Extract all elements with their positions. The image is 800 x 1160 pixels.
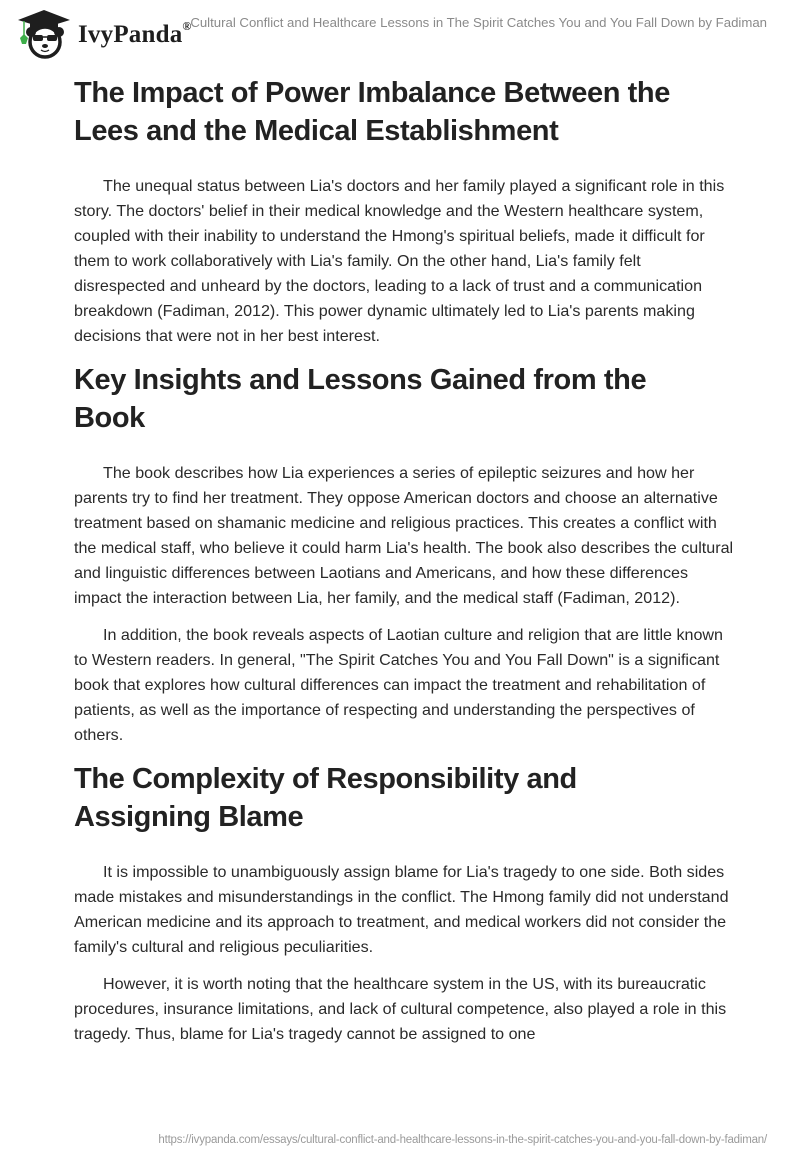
panda-graduate-icon	[16, 8, 72, 58]
brand-name: IvyPanda®	[78, 19, 192, 48]
section-heading: The Complexity of Responsibility and Assigning Blame	[74, 763, 577, 833]
source-url-link[interactable]: https://ivypanda.com/essays/cultural-conflict-and-healthcare-lessons-in-the-spirit-catches-you-and-you-fall-down-by-fadiman/	[158, 1134, 767, 1146]
paragraph: The book describes how Lia experiences a series of epileptic seizures and how her parents try to find her treatment. They oppose American doctors and choose an alternative treatment based on shamanic medicine and religious practices. This creates a conflict with the medical staff, who believe it could harm Lia's health. The book also describes the cultural and linguistic differences between Laotians and Americans, and how these differences impact the interaction between Lia, her family, and the medical staff (Fadiman, 2012).	[74, 464, 734, 607]
page-footer	[0, 1130, 800, 1148]
page-header	[0, 0, 800, 60]
paragraph: It is impossible to unambiguously assign blame for Lia's tragedy to one side. Both sides made mistakes and misunderstandings in the conflict. The Hmong family did not understand American medicine and its approach to treatment, and medical workers did not consider the family's cultural and religious peculiarities.	[74, 863, 729, 956]
document-title: Cultural Conflict and Healthcare Lessons in The Spirit Catches You and You Fall Down by Fadiman	[190, 15, 767, 30]
paragraph: In addition, the book reveals aspects of Laotian culture and religion that are little known to Western readers. In general, "The Spirit Catches You and You Fall Down" is a significant book that explores how cultural differences can impact the treatment and rehabilitation of patients, as well as the importance of respecting and understanding the perspectives of others.	[74, 626, 723, 744]
section-heading: The Impact of Power Imbalance Between the Lees and the Medical Establishment	[74, 77, 670, 147]
article-body	[74, 70, 734, 1047]
ivypanda-logo[interactable]	[16, 8, 192, 58]
paragraph: The unequal status between Lia's doctors and her family played a significant role in this story. The doctors' belief in their medical knowledge and the Western healthcare system, coupled with their inability to understand the Hmong's spiritual beliefs, made it difficult for them to work collaboratively with Lia's family. On the other hand, Lia's family felt disrespected and unheard by the doctors, leading to a lack of trust and a communication breakdown (Fadiman, 2012). This power dynamic ultimately led to Lia's parents making decisions that were not in her best interest.	[74, 177, 725, 345]
section-heading: Key Insights and Lessons Gained from the Book	[74, 364, 647, 434]
paragraph: However, it is worth noting that the healthcare system in the US, with its bureaucratic procedures, insurance limitations, and lack of cultural competence, also played a role in this tragedy. Thus, blame for Lia's tragedy cannot be assigned to one	[74, 975, 727, 1043]
